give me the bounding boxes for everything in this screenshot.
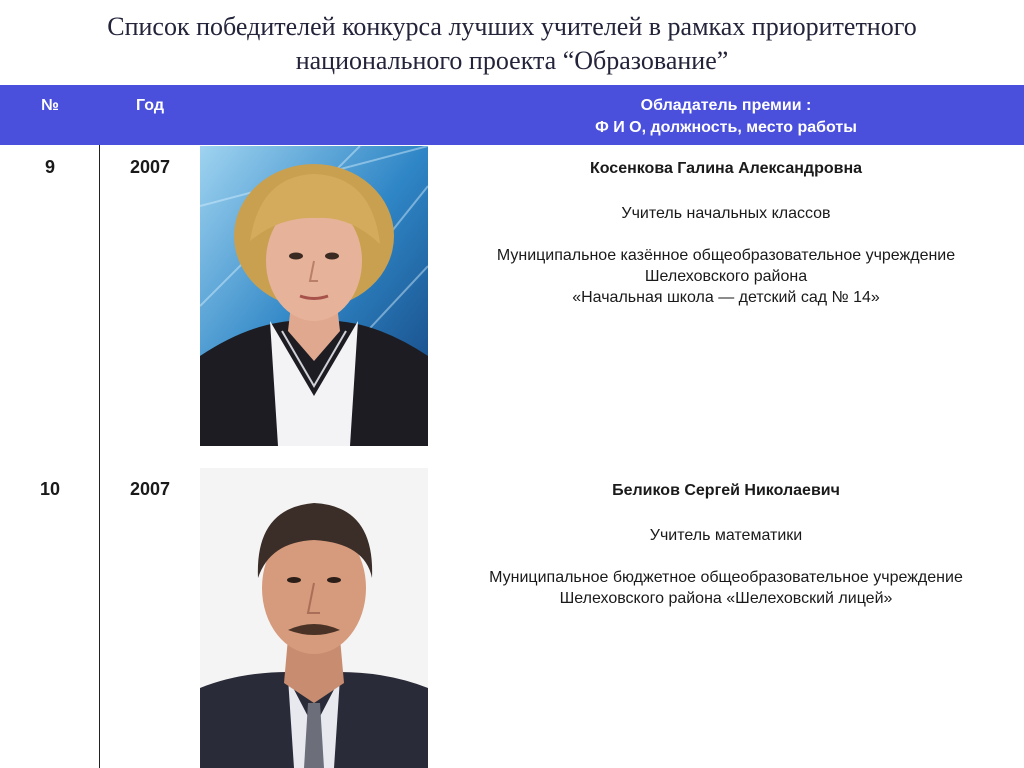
winner-name: Косенкова Галина Александровна	[589, 160, 863, 177]
header-owner	[428, 95, 1024, 139]
winner-name: Беликов Сергей Николаевич	[612, 482, 840, 499]
title-line-1: Список победителей конкурса лучших учителей в рамках приоритетного	[107, 12, 917, 41]
header-num: №	[41, 97, 59, 114]
table-header	[0, 85, 1024, 145]
org-line: Шелеховского района «Шелеховский лицей»	[559, 590, 893, 607]
winner-organization	[440, 245, 1012, 308]
winner-position: Учитель начальных классов	[621, 205, 831, 222]
header-owner-line-1: Обладатель премии :	[640, 97, 812, 114]
column-divider	[99, 145, 100, 768]
org-line: «Начальная школа — детский сад № 14»	[572, 289, 880, 306]
teacher-photo	[200, 468, 428, 768]
row-year: 2007	[129, 479, 171, 499]
page-title	[0, 10, 1024, 78]
winner-info	[440, 480, 1012, 609]
winner-organization	[440, 567, 1012, 609]
row-number: 9	[44, 157, 55, 177]
row-year: 2007	[129, 157, 171, 177]
org-line: Муниципальное казённое общеобразовательное учреждение	[496, 247, 956, 264]
org-line: Шелеховского района	[644, 268, 808, 285]
header-year: Год	[136, 97, 164, 114]
teacher-photo	[200, 146, 428, 446]
title-line-2: национального проекта “Образование”	[295, 46, 729, 75]
row-number: 10	[39, 479, 61, 499]
winner-position: Учитель математики	[649, 527, 803, 544]
org-line: Муниципальное бюджетное общеобразовательное учреждение	[489, 569, 963, 586]
header-owner-line-2: Ф И О, должность, место работы	[595, 119, 857, 136]
winner-info	[440, 158, 1012, 308]
